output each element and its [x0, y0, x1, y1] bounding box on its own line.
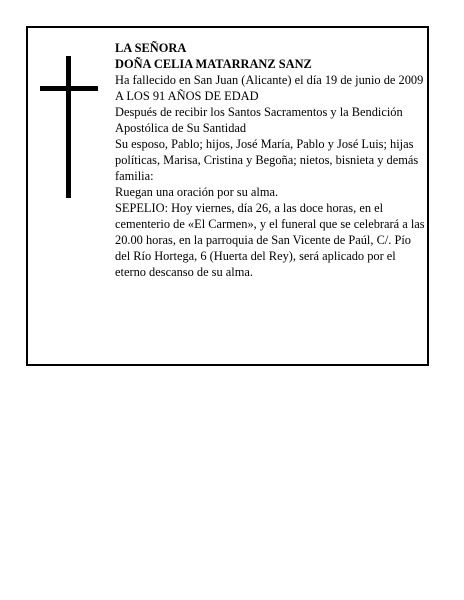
cross-vertical-bar [66, 56, 71, 198]
cross-horizontal-bar [40, 86, 98, 91]
cross-icon [40, 56, 98, 198]
notice-text [115, 40, 427, 280]
deceased-name: DOÑA CELIA MATARRANZ SANZ [115, 57, 312, 71]
death-line: Ha fallecido en San Juan (Alicante) el día 19 de junio de 2009 [115, 73, 424, 87]
obituary-notice [26, 26, 429, 366]
sacraments-line: Después de recibir los Santos Sacramentos y la Bendición Apostólica de Su Santidad [115, 105, 403, 135]
prayer-line: Ruegan una oración por su alma. [115, 185, 279, 199]
family-line: Su esposo, Pablo; hijos, José María, Pablo y José Luis; hijas políticas, Marisa, Cristina y Begoña; nietos, bisnieta y demás familia: [115, 137, 419, 183]
notice-heading: LA SEÑORA [115, 41, 187, 55]
age-line: A LOS 91 AÑOS DE EDAD [115, 89, 259, 103]
burial-line: SEPELIO: Hoy viernes, día 26, a las doce horas, en el cementerio de «El Carmen», y el funeral que se celebrará a las 20.00 horas, en la parroquia de San Vicente de Paúl, C/. Pío del Río Hortega, 6 (Huerta del Rey), será aplicado por el eterno descanso de su alma. [115, 201, 425, 279]
